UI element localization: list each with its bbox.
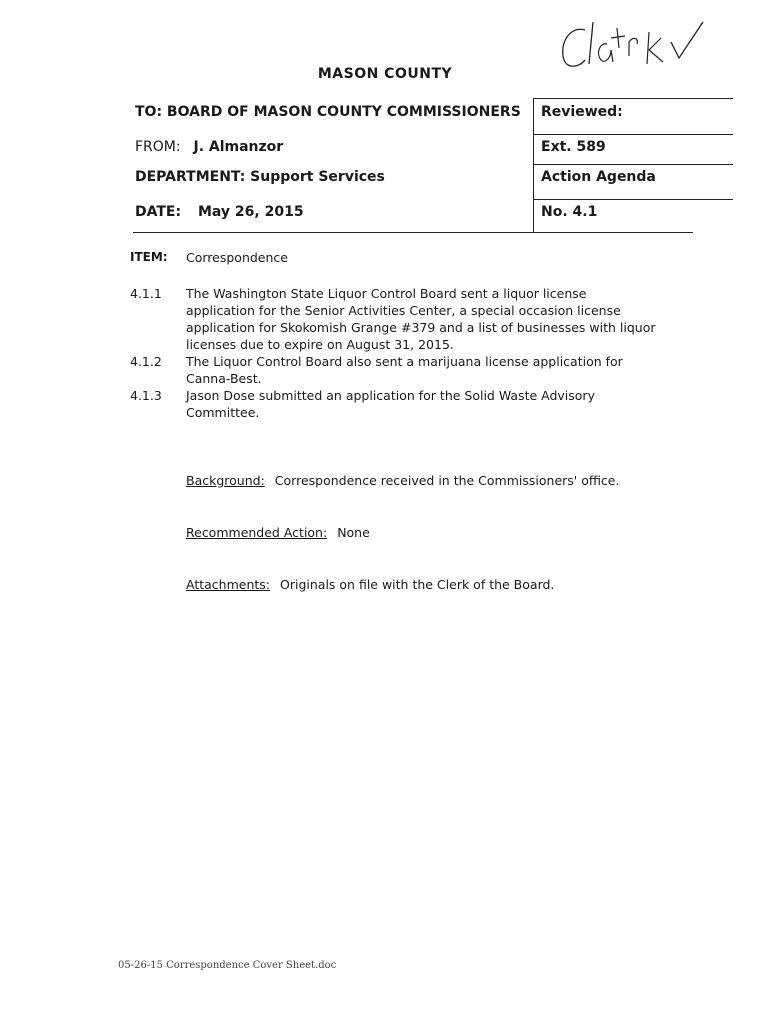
attachments-label: Attachments: bbox=[186, 577, 271, 592]
date-label: DATE: bbox=[135, 204, 182, 220]
action-agenda: Action Agenda bbox=[541, 169, 656, 185]
background-label: Background: bbox=[186, 473, 265, 488]
to-line: TO: BOARD OF MASON COUNTY COMMISSIONERS bbox=[135, 104, 521, 120]
recommended-label: Recommended Action: bbox=[186, 525, 328, 540]
header-rule-2 bbox=[533, 164, 733, 165]
background-text: Correspondence received in the Commissioners' office. bbox=[274, 473, 620, 488]
entry-text: The Washington State Liquor Control Board sent a liquor license application for the Senior Activities Center, a special occasion license application for Skokomish Grange #379 and a list of businesses with liquor licenses due to expire on August 31, 2015. bbox=[186, 286, 656, 352]
entry-text: The Liquor Control Board also sent a marijuana license application for Canna-Best. bbox=[186, 354, 623, 386]
department-value: Support Services bbox=[250, 169, 385, 185]
entry-text: Jason Dose submitted an application for the Solid Waste Advisory Committee. bbox=[186, 388, 595, 420]
header-rule-top bbox=[533, 98, 733, 99]
date-line bbox=[135, 204, 304, 220]
entry-number: 4.1.2 bbox=[130, 354, 162, 369]
header-divider bbox=[533, 98, 534, 232]
item-label: ITEM: bbox=[130, 250, 168, 264]
agenda-number: No. 4.1 bbox=[541, 204, 598, 220]
entry-number: 4.1.1 bbox=[130, 286, 162, 301]
header-rule-bottom bbox=[133, 232, 693, 233]
attachments-text: Originals on file with the Clerk of the Board. bbox=[280, 577, 555, 592]
from-label: FROM: bbox=[135, 139, 181, 155]
county-title: MASON COUNTY bbox=[317, 66, 453, 82]
background-line bbox=[186, 472, 619, 489]
recommended-text: None bbox=[337, 525, 370, 540]
header-rule-3 bbox=[533, 199, 733, 200]
extension: Ext. 589 bbox=[541, 139, 606, 155]
recommended-line bbox=[186, 524, 370, 541]
header-rule-1 bbox=[533, 134, 733, 135]
department-label: DEPARTMENT: bbox=[135, 169, 246, 185]
item-value: Correspondence bbox=[186, 250, 288, 265]
entry-number: 4.1.3 bbox=[130, 388, 162, 403]
from-value: J. Almanzor bbox=[193, 139, 284, 155]
from-line bbox=[135, 139, 283, 155]
footer-filename: 05-26-15 Correspondence Cover Sheet.doc bbox=[118, 960, 337, 971]
attachments-line bbox=[186, 576, 554, 593]
department-line bbox=[135, 169, 385, 185]
reviewed-label: Reviewed: bbox=[541, 104, 623, 120]
date-value: May 26, 2015 bbox=[197, 204, 304, 220]
